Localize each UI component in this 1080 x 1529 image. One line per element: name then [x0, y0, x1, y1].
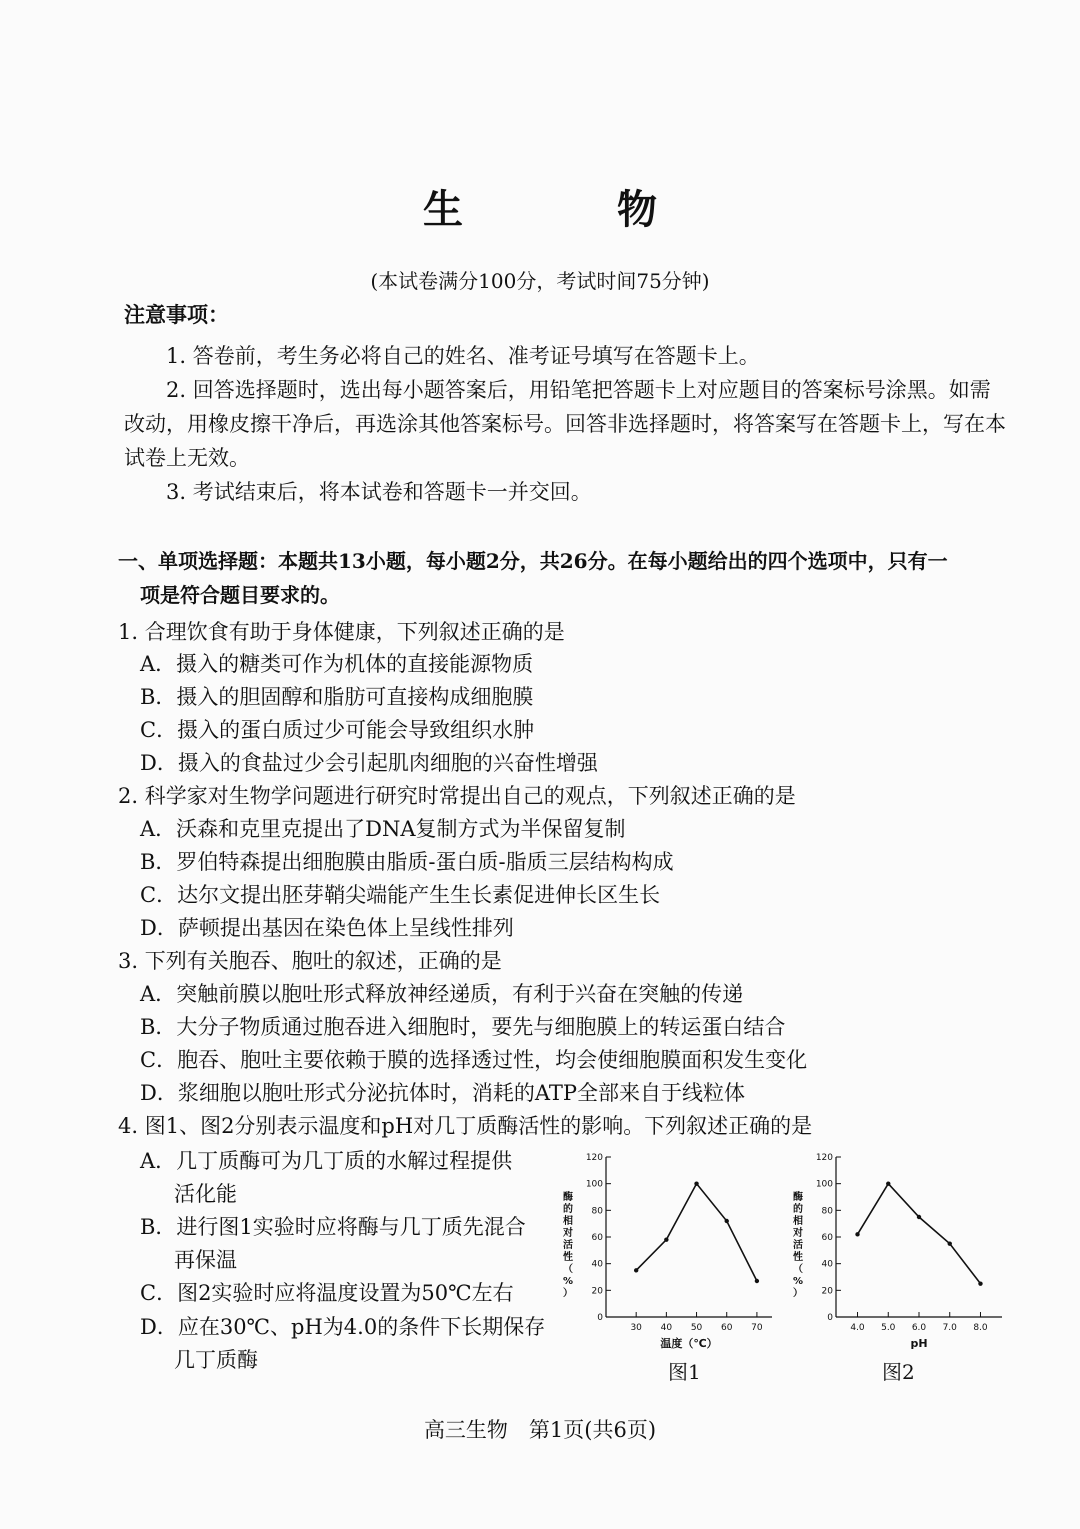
question-option: B．摄入的胆固醇和脂肪可直接构成细胞膜 [140, 685, 534, 709]
note-item: 改动，用橡皮擦干净后，再选涂其他答案标号。回答非选择题时，将答案写在答题卡上，写在本 [124, 412, 1006, 436]
question-option: B．大分子物质通过胞吞进入细胞时，要先与细胞膜上的转运蛋白结合 [140, 1015, 786, 1039]
x-tick-label: 5.0 [881, 1323, 896, 1333]
note-item: 1. 答卷前，考生务必将自己的姓名、准考证号填写在答题卡上。 [166, 344, 760, 368]
x-tick-label: 70 [751, 1323, 763, 1333]
section-heading: 一、单项选择题：本题共13小题，每小题2分，共26分。在每小题给出的四个选项中，只有一 [118, 549, 948, 573]
series-line [636, 1184, 757, 1281]
y-tick-label: 100 [585, 1179, 603, 1190]
data-point [886, 1181, 890, 1185]
note-item: 3. 考试结束后，将本试卷和答题卡一并交回。 [166, 480, 592, 504]
question-option: C．图2实验时应将温度设置为50℃左右 [140, 1281, 514, 1305]
data-point [694, 1181, 698, 1185]
question-stem: 4. 图1、图2分别表示温度和pH对几丁质酶活性的影响。下列叙述正确的是 [118, 1114, 813, 1138]
question-stem: 2. 科学家对生物学问题进行研究时常提出自己的观点，下列叙述正确的是 [118, 784, 796, 808]
y-tick-label: 20 [821, 1286, 833, 1297]
series-line [858, 1184, 981, 1284]
question-stem: 3. 下列有关胞吞、胞吐的叙述，正确的是 [118, 949, 502, 973]
figure-1-chart [550, 1145, 780, 1355]
y-tick-label: 60 [821, 1233, 833, 1243]
data-point [948, 1241, 952, 1245]
y-axis-label: 酶的相对活性（%） [562, 1192, 574, 1299]
question-option-cont: 几丁质酶 [174, 1348, 258, 1372]
x-axis-label: pH [910, 1337, 928, 1350]
y-tick-label: 100 [815, 1179, 833, 1190]
figure-2-chart [780, 1145, 1010, 1355]
question-option: D．浆细胞以胞吐形式分泌抗体时，消耗的ATP全部来自于线粒体 [140, 1081, 745, 1105]
data-point [855, 1232, 859, 1236]
y-tick-label: 80 [821, 1206, 833, 1217]
note-item: 试卷上无效。 [124, 446, 250, 470]
data-point [917, 1215, 921, 1219]
question-option: A．突触前膜以胞吐形式释放神经递质，有利于兴奋在突触的传递 [140, 982, 744, 1006]
data-point [664, 1237, 668, 1241]
question-option: C．达尔文提出胚芽鞘尖端能产生生长素促进伸长区生长 [140, 883, 661, 907]
question-option-cont: 活化能 [174, 1182, 237, 1206]
x-axis-label: 温度（℃） [660, 1337, 718, 1350]
note-item: 2. 回答选择题时，选出每小题答案后，用铅笔把答题卡上对应题目的答案标号涂黑。如需 [166, 378, 991, 402]
x-tick-label: 4.0 [850, 1323, 865, 1333]
y-tick-label: 0 [597, 1313, 603, 1323]
question-option: A．沃森和克里克提出了DNA复制方式为半保留复制 [140, 817, 626, 841]
y-tick-label: 0 [827, 1313, 833, 1323]
data-point [725, 1219, 729, 1223]
section-heading-cont: 项是符合题目要求的。 [140, 583, 340, 607]
y-tick-label: 120 [585, 1153, 603, 1163]
y-tick-label: 40 [821, 1259, 833, 1270]
x-tick-label: 40 [660, 1323, 673, 1333]
question-option: D．应在30℃、pH为4.0的条件下长期保存 [140, 1315, 546, 1339]
question-stem: 1. 合理饮食有助于身体健康，下列叙述正确的是 [118, 620, 565, 644]
question-option: C．胞吞、胞吐主要依赖于膜的选择透过性，均会使细胞膜面积发生变化 [140, 1048, 808, 1072]
x-tick-label: 50 [690, 1323, 703, 1333]
y-axis-label: 酶的相对活性（%） [792, 1192, 804, 1299]
question-option: A．摄入的糖类可作为机体的直接能源物质 [140, 652, 534, 676]
y-tick-label: 80 [591, 1206, 603, 1217]
y-tick-label: 20 [591, 1286, 603, 1297]
question-option: B．罗伯特森提出细胞膜由脂质-蛋白质-脂质三层结构构成 [140, 850, 674, 874]
figure-2-caption: 图2 [882, 1360, 915, 1384]
question-option: C．摄入的蛋白质过少可能会导致组织水肿 [140, 718, 535, 742]
x-tick-label: 60 [721, 1323, 733, 1333]
question-option: D．萨顿提出基因在染色体上呈线性排列 [140, 916, 514, 940]
page-footer: 高三生物 第1页(共6页) [423, 1418, 657, 1442]
x-tick-label: 7.0 [942, 1323, 957, 1333]
x-tick-label: 30 [630, 1323, 642, 1333]
data-point [978, 1281, 982, 1285]
question-option: D．摄入的食盐过少会引起肌肉细胞的兴奋性增强 [140, 751, 598, 775]
question-option: A．几丁质酶可为几丁质的水解过程提供 [140, 1149, 513, 1173]
exam-info: (本试卷满分100分，考试时间75分钟) [370, 269, 710, 293]
y-tick-label: 120 [815, 1153, 833, 1163]
x-tick-label: 8.0 [973, 1323, 988, 1333]
notes-heading: 注意事项： [124, 302, 229, 327]
figure-1-caption: 图1 [668, 1360, 701, 1384]
y-tick-label: 60 [591, 1233, 603, 1243]
data-point [634, 1268, 638, 1272]
y-tick-label: 40 [591, 1259, 603, 1270]
x-tick-label: 6.0 [911, 1323, 927, 1333]
data-point [755, 1279, 759, 1283]
page-title: 生 物 [423, 186, 727, 233]
question-option-cont: 再保温 [174, 1248, 237, 1272]
question-option: B．进行图1实验时应将酶与几丁质先混合 [140, 1215, 526, 1239]
